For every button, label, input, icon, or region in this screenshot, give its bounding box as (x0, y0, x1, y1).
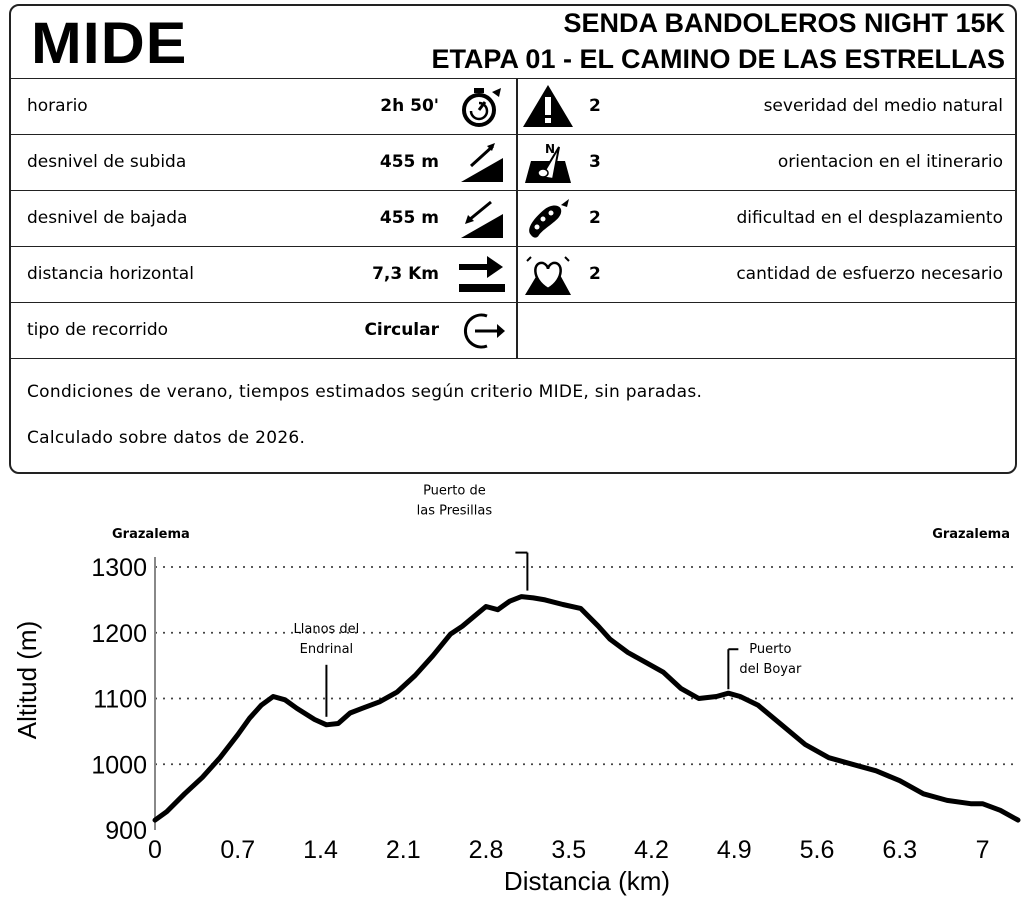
ascent-icon (457, 140, 507, 184)
stopwatch-icon (457, 84, 507, 128)
annotation-label: del Boyar (739, 662, 802, 678)
y-tick-label: 1100 (93, 685, 147, 714)
x-tick-label: 3.5 (551, 836, 587, 864)
endpoint-label: Grazalema (112, 527, 190, 542)
row-label: horario (27, 96, 88, 116)
y-tick-label: 1000 (91, 751, 147, 780)
x-tick-label: 2.8 (468, 836, 504, 864)
elevation-profile-chart (0, 480, 1024, 900)
x-tick-label: 0 (148, 836, 162, 864)
x-tick-label: 5.6 (799, 836, 835, 864)
annotation-label: Endrinal (299, 641, 354, 657)
footprint-icon (521, 195, 575, 241)
info-row-bajada (11, 190, 1015, 247)
x-tick-label: 6.3 (882, 836, 918, 864)
x-tick-label: 0.7 (220, 836, 256, 864)
x-tick-label: 4.2 (634, 836, 669, 864)
row-value: Circular (364, 320, 439, 340)
row-value: 2h 50' (380, 96, 439, 116)
row-number: 2 (589, 264, 601, 284)
row-label: orientacion en el itinerario (777, 152, 1003, 172)
compass-icon (521, 139, 575, 185)
svg-text:N: N (545, 142, 556, 156)
row-label: tipo de recorrido (27, 320, 169, 340)
mide-logo: MIDE (31, 11, 188, 76)
x-axis-label: Distancia (km) (503, 866, 671, 896)
circular-route-icon (457, 308, 507, 352)
row-value: 7,3 Km (372, 264, 439, 284)
row-number: 2 (589, 96, 601, 116)
note-conditions: Condiciones de verano, tiempos estimados según criterio MIDE, sin paradas. (27, 382, 703, 402)
endpoint-label: Grazalema (932, 527, 1010, 542)
annotation-label: las Presillas (416, 503, 493, 519)
y-axis (91, 554, 155, 845)
chart-grid (155, 567, 1018, 764)
distance-arrow-icon (457, 252, 507, 296)
y-tick-label: 1200 (91, 619, 147, 648)
card-header (11, 6, 1015, 79)
x-tick-label: 1.4 (303, 836, 338, 864)
heart-effort-icon (521, 251, 575, 297)
hazard-icon (521, 83, 575, 129)
row-label: desnivel de bajada (27, 208, 188, 228)
row-value: 455 m (379, 208, 439, 228)
chart-annotations (112, 484, 1010, 717)
row-label: dificultad en el desplazamiento (736, 208, 1003, 228)
row-value: 455 m (379, 152, 439, 172)
stage-title: ETAPA 01 - EL CAMINO DE LAS ESTRELLAS (431, 44, 1005, 74)
x-tick-label: 4.9 (716, 836, 752, 864)
elevation-line (155, 597, 1018, 821)
info-row-distancia (11, 246, 1015, 303)
row-label: desnivel de subida (27, 152, 187, 172)
x-tick-label: 2.1 (385, 836, 421, 864)
info-row-horario (11, 78, 1015, 135)
row-label: cantidad de esfuerzo necesario (736, 264, 1003, 284)
info-row-subida (11, 134, 1015, 191)
y-axis-label: Altitud (m) (12, 620, 42, 740)
mide-info-card (9, 4, 1017, 474)
note-data-year: Calculado sobre datos de 2026. (27, 428, 306, 448)
row-label: severidad del medio natural (763, 96, 1003, 116)
descent-icon (457, 196, 507, 240)
annotation-label: Puerto de (423, 483, 486, 499)
row-number: 3 (589, 152, 601, 172)
route-title: SENDA BANDOLEROS NIGHT 15K (563, 8, 1005, 38)
annotation-label: Puerto (749, 642, 792, 658)
y-tick-label: 1300 (91, 554, 147, 582)
x-axis (148, 836, 989, 864)
annotation-label: Llanos del (293, 621, 360, 637)
elevation-series (155, 597, 1018, 821)
y-tick-label: 900 (105, 817, 147, 845)
info-row-recorrido (11, 302, 1015, 359)
row-number: 2 (589, 208, 601, 228)
x-tick-label: 7 (975, 836, 990, 864)
row-label: distancia horizontal (27, 264, 194, 284)
